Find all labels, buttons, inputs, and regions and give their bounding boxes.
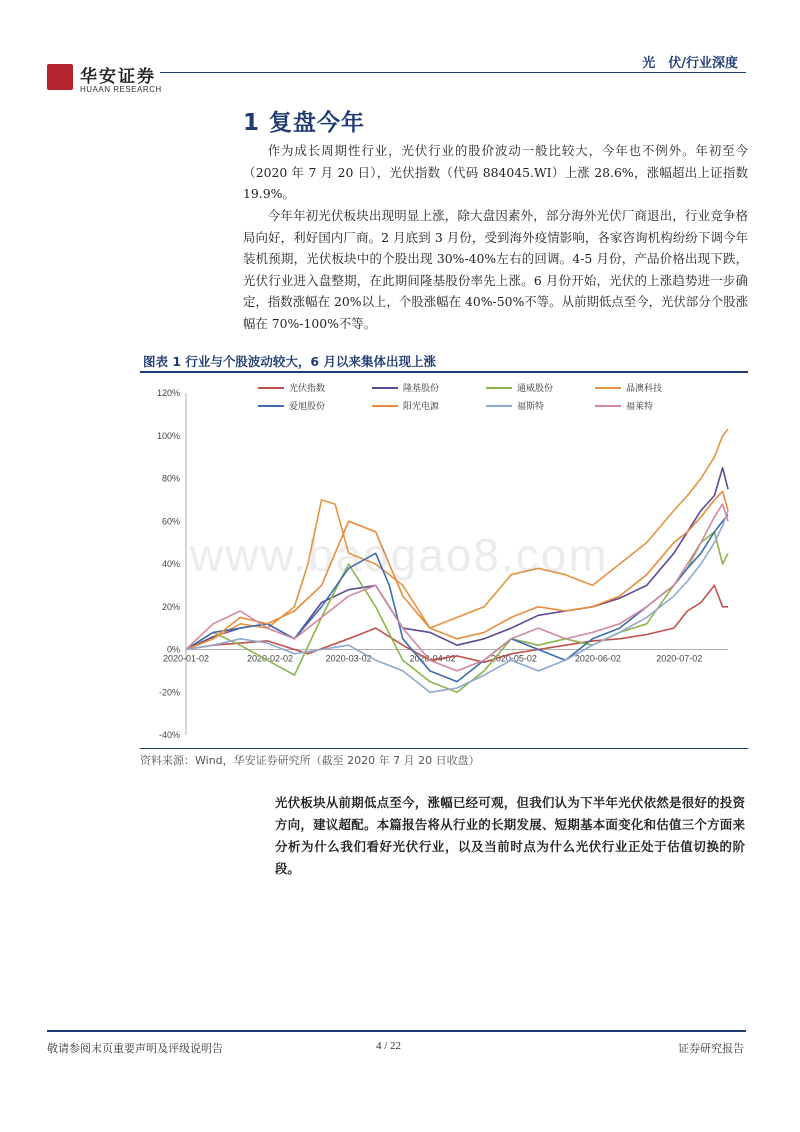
x-tick-label: 2020-01-02 (162, 653, 210, 664)
y-axis-ticks (157, 388, 180, 740)
legend-label: 阳光电源 (403, 402, 440, 412)
chart-legend (258, 382, 662, 412)
report-type: 证券研究报告 (678, 1042, 744, 1055)
paragraph-2: 今年年初光伏板块出现明显上涨，除大盘因素外，部分海外光伏厂商退出，行业竞争格局向好，利好国内厂商。2 月底到 3 月份，受到海外疫情影响，各家咨询机构纷纷下调今年装机预期，光伏板块中的个股出现 30%-40%左右的回调。4-5 月份，产品价格出现下跌，光伏行业进入盘整期，在此期间隆基股份率先上涨。6 月份开始，光伏的上涨趋势进一步确定，指数涨幅在 20%以上，个股涨幅在 40%-50%不等。从前期低点至今，光伏部分个股涨幅在 70%-100%不等。 (243, 208, 748, 331)
y-tick-label: 40% (161, 559, 180, 569)
logo-mark (47, 64, 73, 90)
x-tick-label: 2020-04-02 (409, 653, 456, 664)
logo-english: HUAAN RESEARCH (80, 85, 162, 94)
x-tick-label: 2020-05-02 (490, 653, 537, 664)
figure-source: 资料来源：Wind，华安证券研究所（截至 2020 年 7 月 20 日收盘） (140, 754, 480, 767)
header-category: 光 伏/行业深度 (642, 56, 738, 71)
footer-disclaimer: 敬请参阅末页重要声明及评级说明告 (47, 1042, 223, 1055)
y-tick-label: 20% (161, 601, 180, 612)
legend-label: 福斯特 (517, 402, 545, 412)
x-tick-label: 2020-02-02 (246, 653, 294, 664)
legend-label: 光伏指数 (289, 384, 326, 394)
y-tick-label: 80% (161, 473, 180, 484)
y-tick-label: 0% (166, 644, 180, 655)
header-divider (160, 72, 746, 73)
watermark: www.baogao8.com (190, 529, 609, 581)
legend-label: 通威股份 (517, 384, 554, 394)
section-title: 1 复盘今年 (243, 110, 366, 136)
x-tick-label: 2020-07-02 (656, 653, 703, 664)
footer-divider (47, 1030, 746, 1032)
conclusion-paragraph: 光伏板块从前期低点至今，涨幅已经可观，但我们认为下半年光伏依然是很好的投资方向，建议超配。本篇报告将从行业的长期发展、短期基本面变化和估值三个方面来分析为什么我们看好光伏行业，以及当前时点为什么光伏行业正处于估值切换的阶段。 (275, 795, 745, 876)
legend-label: 福莱特 (626, 402, 654, 412)
paragraph-1: 作为成长周期性行业，光伏行业的股价波动一般比较大，今年也不例外。年初至今（2020 年 7 月 20 日），光伏指数（代码 884045.WI）上涨 28.6%，涨幅超出上证指数 19.9%。 (243, 143, 748, 201)
page-number: 4 / 22 (376, 1040, 402, 1052)
legend-label: 晶澳科技 (626, 384, 663, 394)
y-tick-label: -40% (158, 730, 180, 740)
legend-label: 隆基股份 (403, 384, 440, 394)
y-tick-label: 120% (156, 388, 180, 398)
y-tick-label: 100% (156, 430, 180, 441)
x-tick-label: 2020-03-02 (325, 653, 372, 664)
y-tick-label: -20% (158, 687, 180, 698)
legend-label: 爱旭股份 (289, 402, 326, 412)
x-tick-label: 2020-06-02 (574, 653, 621, 664)
logo-name: 华安证券 (80, 67, 156, 87)
figure-title: 图表 1 行业与个股波动较大，6 月以来集体出现上涨 (143, 354, 436, 369)
y-tick-label: 60% (161, 516, 180, 527)
figure-bottom-rule (140, 748, 748, 749)
